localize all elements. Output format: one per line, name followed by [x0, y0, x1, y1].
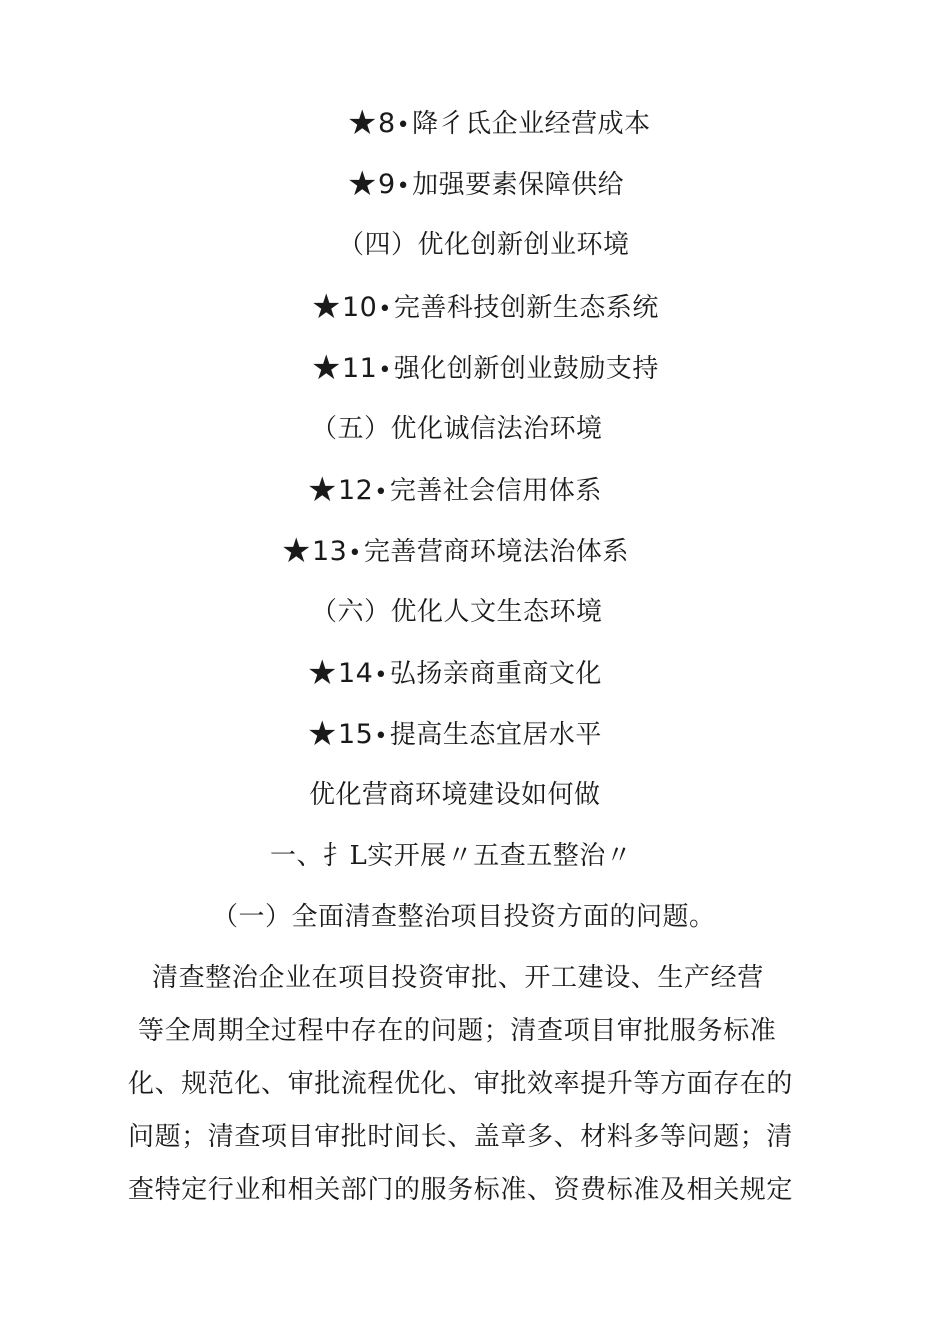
paragraph-line-3: 化、规范化、审批流程优化、审批效率提升等方面存在的 — [128, 1069, 794, 1099]
bullet-dot: • — [374, 480, 388, 505]
item-text: 完善社会信用体系 — [389, 476, 602, 506]
star-icon: ★ — [347, 164, 378, 204]
item-text: 加强要素保障供给 — [412, 170, 625, 200]
list-item-12 — [307, 470, 602, 510]
subsection-heading-1: （一）全面清查整治项目投资方面的问题。 — [212, 902, 716, 932]
item-text: 弘扬亲商重商文化 — [389, 659, 602, 689]
star-icon: ★ — [307, 470, 338, 510]
star-icon: ★ — [307, 714, 338, 754]
list-item-8 — [347, 103, 651, 143]
item-number: 11 — [341, 353, 378, 384]
section-heading-5: （五）优化诚信法治环境 — [311, 414, 603, 444]
item-number: 14 — [337, 658, 374, 689]
list-item-14 — [307, 653, 602, 693]
bullet-dot: • — [374, 724, 388, 749]
bullet-dot: • — [396, 113, 411, 138]
bullet-dot: • — [348, 541, 362, 566]
bullet-dot: • — [378, 297, 392, 322]
star-icon: ★ — [307, 653, 338, 693]
paragraph-line-2: 等全周期全过程中存在的问题；清查项目审批服务标准 — [138, 1016, 777, 1046]
star-icon: ★ — [281, 531, 312, 571]
star-icon: ★ — [311, 287, 342, 327]
item-text: 完善科技创新生态系统 — [393, 293, 659, 323]
item-number: 9 — [377, 169, 396, 200]
item-number: 12 — [337, 475, 374, 506]
bullet-dot: • — [396, 174, 411, 199]
item-number: 15 — [337, 719, 374, 750]
paragraph-line-4: 问题；清查项目审批时间长、盖章多、材料多等问题；清 — [128, 1122, 794, 1152]
paragraph-line-5: 查特定行业和相关部门的服务标准、资费标准及相关规定 — [128, 1175, 794, 1205]
list-item-11 — [311, 348, 659, 388]
list-item-10 — [311, 287, 659, 327]
list-item-15 — [307, 714, 602, 754]
list-item-9 — [347, 164, 625, 204]
document-heading: 优化营商环境建设如何做 — [309, 780, 601, 810]
item-number: 13 — [311, 536, 348, 567]
item-text: 降彳氐企业经营成本 — [412, 109, 651, 139]
item-text: 提高生态宜居水平 — [389, 720, 602, 750]
item-text: 完善营商环境法治体系 — [363, 537, 629, 567]
item-number: 10 — [341, 292, 378, 323]
part-heading-1: 一、扌L实开展〃五查五整治〃 — [270, 841, 633, 871]
star-icon: ★ — [347, 103, 378, 143]
paragraph-line-1: 清查整治企业在项目投资审批、开工建设、生产经营 — [152, 963, 764, 993]
item-text: 强化创新创业鼓励支持 — [393, 354, 659, 384]
bullet-dot: • — [378, 358, 392, 383]
section-heading-6: （六）优化人文生态环境 — [311, 597, 603, 627]
bullet-dot: • — [374, 663, 388, 688]
item-number: 8 — [377, 108, 396, 139]
list-item-13 — [281, 531, 629, 571]
star-icon: ★ — [311, 348, 342, 388]
section-heading-4: （四）优化创新创业环境 — [338, 230, 630, 260]
